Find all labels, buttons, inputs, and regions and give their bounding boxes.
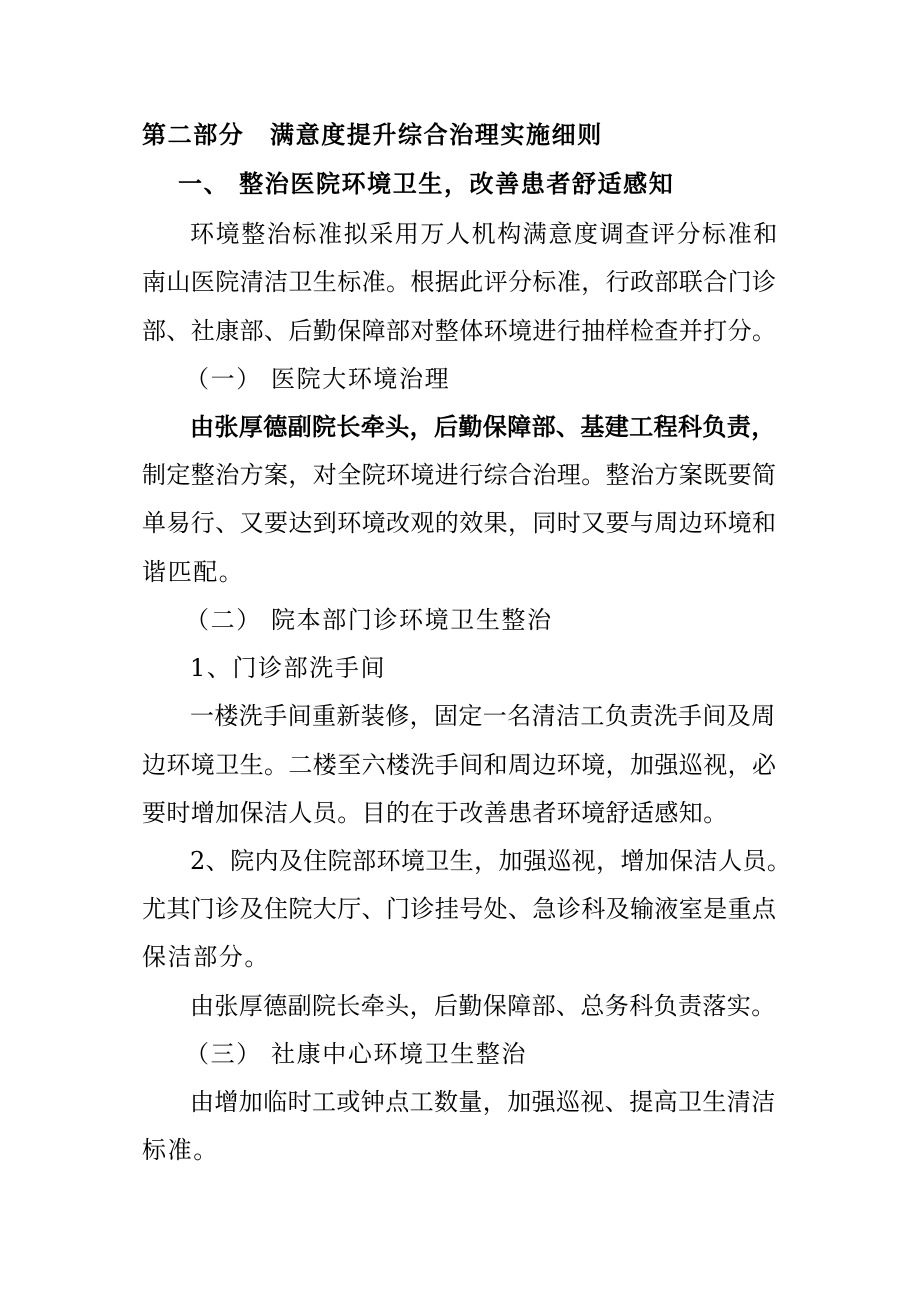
para-2-line-3: 谐匹配。 xyxy=(142,558,245,586)
para-1-line-3: 部、社康部、后勤保障部对整体环境进行抽样检查并打分。 xyxy=(142,317,777,345)
para-6-line-2: 标准。 xyxy=(142,1136,219,1164)
para-6-line-1: 由增加临时工或钟点工数量，加强巡视、提高卫生清洁 xyxy=(190,1088,776,1116)
para-1-line-1: 环境整治标准拟采用万人机构满意度调查评分标准和 xyxy=(190,220,779,248)
para-2-line-2: 单易行、又要达到环境改观的效果，同时又要与周边环境和 xyxy=(142,509,777,537)
sub-3-heading: （三） 社康中心环境卫生整治 xyxy=(185,1040,528,1068)
para-4-line-3: 保洁部分。 xyxy=(142,943,270,971)
para-3-line-3: 要时增加保洁人员。目的在于改善患者环境舒适感知。 xyxy=(142,799,728,827)
para-4-line-1: 2、院内及住院部环境卫生，加强巡视，增加保洁人员。 xyxy=(190,847,792,875)
part-title: 第二部分 满意度提升综合治理实施细则 xyxy=(142,120,603,149)
para-1-line-2: 南山医院清洁卫生标准。根据此评分标准，行政部联合门诊 xyxy=(142,268,777,296)
item-1-heading: 1、门诊部洗手间 xyxy=(190,654,387,682)
para-3-line-1: 一楼洗手间重新装修，固定一名清洁工负责洗手间及周 xyxy=(190,702,776,730)
para-3-line-2: 边环境卫生。二楼至六楼洗手间和周边环境，加强巡视，必 xyxy=(142,751,777,779)
para-4-line-2: 尤其门诊及住院大厅、门诊挂号处、急诊科及输液室是重点 xyxy=(142,895,777,923)
para-5-line: 由张厚德副院长牵头，后勤保障部、总务科负责落实。 xyxy=(190,992,776,1020)
sub-1-heading: （一） 医院大环境治理 xyxy=(185,365,451,393)
sub-2-heading: （二） 院本部门诊环境卫生整治 xyxy=(185,606,553,634)
para-2-line-1: 制定整治方案，对全院环境进行综合治理。整治方案既要简 xyxy=(142,461,777,489)
para-2-bold-line: 由张厚德副院长牵头，后勤保障部、基建工程科负责， xyxy=(190,412,776,441)
section-1-heading: 一、 整治医院环境卫生，改善患者舒适感知 xyxy=(178,169,675,198)
